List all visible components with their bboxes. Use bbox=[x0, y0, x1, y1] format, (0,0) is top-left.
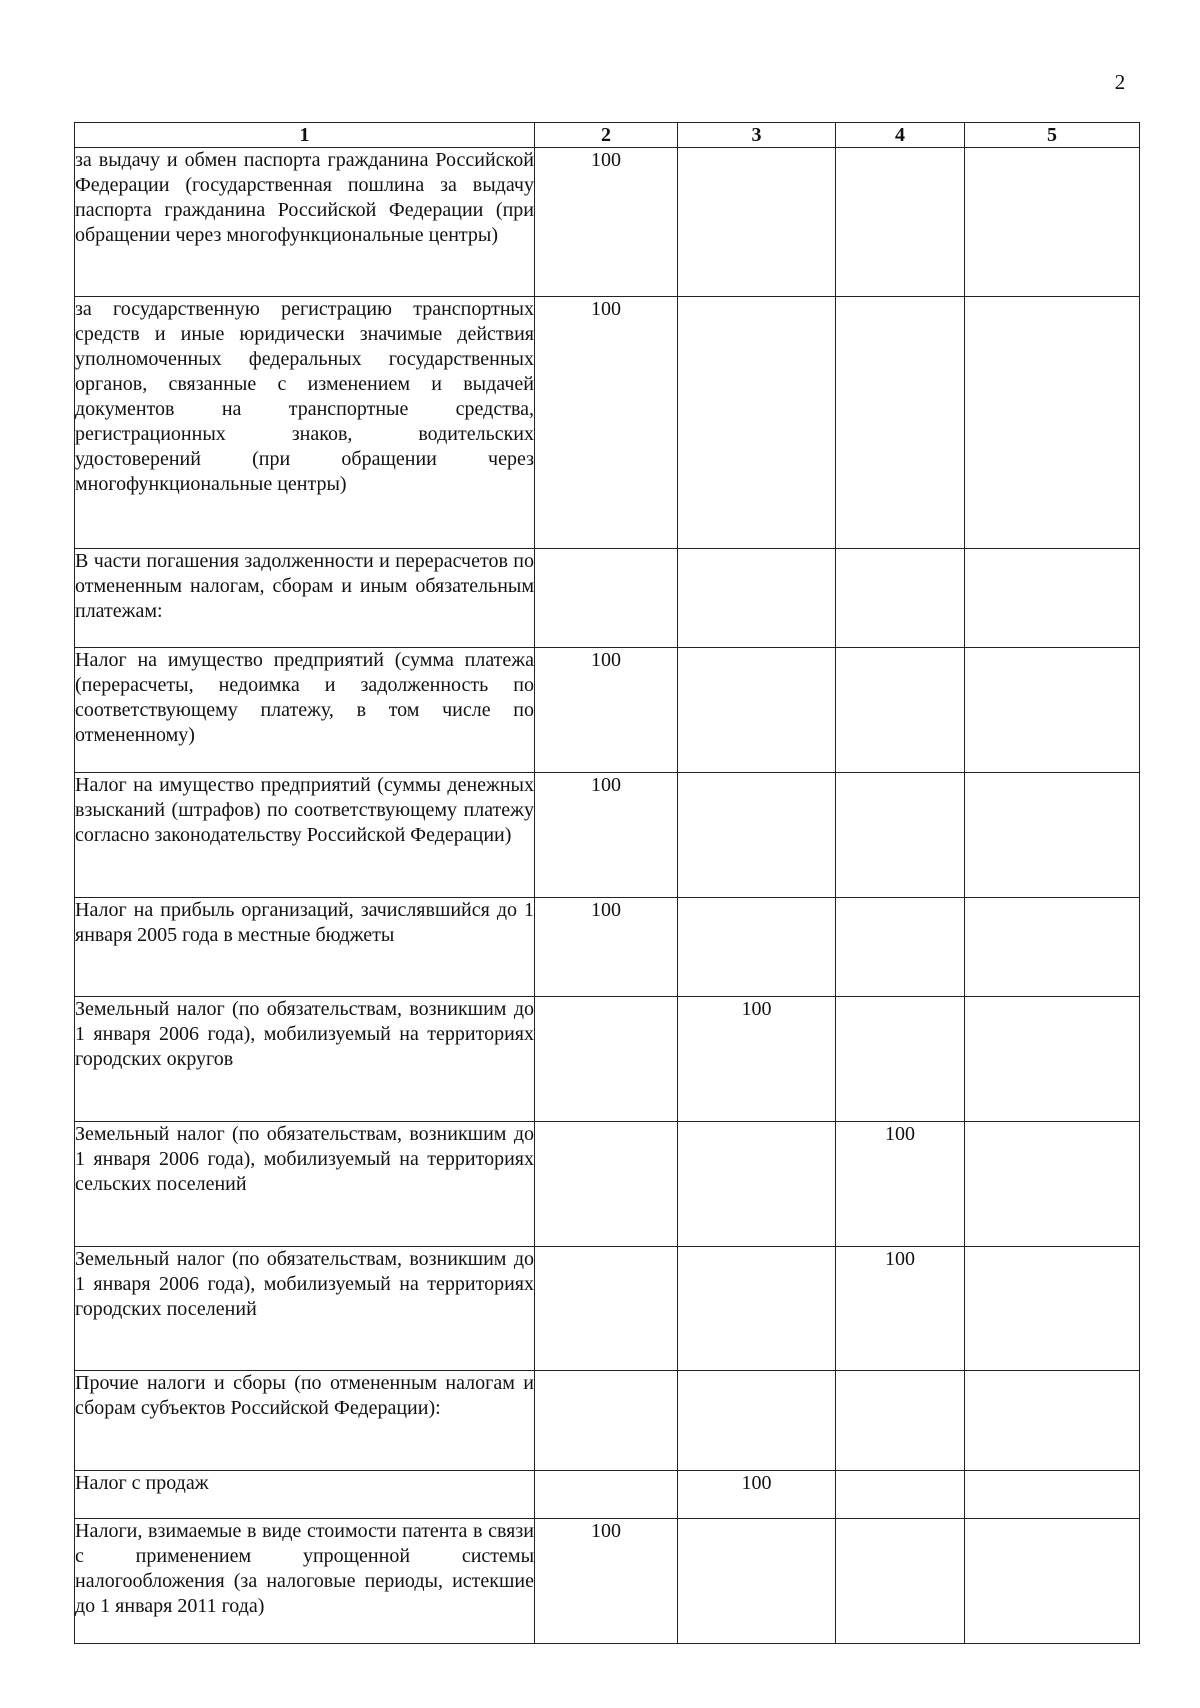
row-value-col5 bbox=[965, 997, 1140, 1122]
column-header-1: 1 bbox=[75, 123, 535, 148]
row-value-col3 bbox=[678, 297, 836, 549]
table-row bbox=[75, 648, 1140, 773]
table-row bbox=[75, 148, 1140, 297]
page-number: 2 bbox=[1114, 70, 1126, 94]
row-value-col4 bbox=[836, 648, 965, 773]
row-value-col3 bbox=[678, 773, 836, 898]
table-row bbox=[75, 1371, 1140, 1471]
row-value-col4 bbox=[836, 1371, 965, 1471]
table-row bbox=[75, 297, 1140, 549]
distribution-table bbox=[74, 122, 1140, 1644]
row-value-col2: 100 bbox=[535, 648, 678, 773]
row-description: Земельный налог (по обязательствам, возникшим до 1 января 2006 года), мобилизуемый на территориях городских округов bbox=[75, 997, 535, 1122]
row-value-col2 bbox=[535, 1371, 678, 1471]
table-row bbox=[75, 1519, 1140, 1644]
column-header-3: 3 bbox=[678, 123, 836, 148]
row-value-col3 bbox=[678, 1371, 836, 1471]
row-value-col5 bbox=[965, 549, 1140, 648]
row-value-col2: 100 bbox=[535, 773, 678, 898]
row-value-col4 bbox=[836, 297, 965, 549]
row-value-col2: 100 bbox=[535, 898, 678, 997]
row-description: Налог на имущество предприятий (суммы денежных взысканий (штрафов) по соответствующему платежу согласно законодательству Российской Федерации) bbox=[75, 773, 535, 898]
row-value-col4 bbox=[836, 1471, 965, 1519]
row-value-col3 bbox=[678, 898, 836, 997]
row-value-col5 bbox=[965, 297, 1140, 549]
row-description: за государственную регистрацию транспортных средств и иные юридически значимые действия уполномоченных федеральных государственных органов, связанные с изменением и выдачей документов на транспортные средства, регистрационных знаков, водительских удостоверений (при обращении через многофункциональные центры) bbox=[75, 297, 535, 549]
row-value-col5 bbox=[965, 898, 1140, 997]
row-value-col2: 100 bbox=[535, 1519, 678, 1644]
row-value-col5 bbox=[965, 1371, 1140, 1471]
table-row bbox=[75, 1122, 1140, 1247]
row-value-col4 bbox=[836, 898, 965, 997]
row-description: Прочие налоги и сборы (по отмененным налогам и сборам субъектов Российской Федерации): bbox=[75, 1371, 535, 1471]
row-value-col4 bbox=[836, 997, 965, 1122]
row-value-col2 bbox=[535, 997, 678, 1122]
row-value-col5 bbox=[965, 773, 1140, 898]
row-value-col5 bbox=[965, 1519, 1140, 1644]
row-value-col5 bbox=[965, 648, 1140, 773]
row-value-col2 bbox=[535, 549, 678, 648]
row-value-col4: 100 bbox=[836, 1122, 965, 1247]
row-value-col3: 100 bbox=[678, 997, 836, 1122]
table-row bbox=[75, 1471, 1140, 1519]
row-description: за выдачу и обмен паспорта гражданина Российской Федерации (государственная пошлина за выдачу паспорта гражданина Российской Федерации (при обращении через многофункциональные центры) bbox=[75, 148, 535, 297]
table-row bbox=[75, 773, 1140, 898]
row-description: Налог с продаж bbox=[75, 1471, 535, 1519]
row-description: В части погашения задолженности и перерасчетов по отмененным налогам, сборам и иным обязательным платежам: bbox=[75, 549, 535, 648]
row-value-col4 bbox=[836, 148, 965, 297]
table-row bbox=[75, 997, 1140, 1122]
table-row bbox=[75, 1247, 1140, 1371]
row-value-col2: 100 bbox=[535, 297, 678, 549]
row-value-col3 bbox=[678, 1122, 836, 1247]
row-value-col2: 100 bbox=[535, 148, 678, 297]
row-description: Налоги, взимаемые в виде стоимости патента в связи с применением упрощенной системы налогообложения (за налоговые периоды, истекшие до 1 января 2011 года) bbox=[75, 1519, 535, 1644]
row-value-col4 bbox=[836, 1519, 965, 1644]
column-header-2: 2 bbox=[535, 123, 678, 148]
row-value-col4 bbox=[836, 549, 965, 648]
row-value-col5 bbox=[965, 1471, 1140, 1519]
row-value-col3 bbox=[678, 1519, 836, 1644]
column-header-4: 4 bbox=[836, 123, 965, 148]
row-description: Налог на имущество предприятий (сумма платежа (перерасчеты, недоимка и задолженность по соответствующему платежу, в том числе по отмененному) bbox=[75, 648, 535, 773]
row-description: Налог на прибыль организаций, зачислявшийся до 1 января 2005 года в местные бюджеты bbox=[75, 898, 535, 997]
row-description: Земельный налог (по обязательствам, возникшим до 1 января 2006 года), мобилизуемый на территориях сельских поселений bbox=[75, 1122, 535, 1247]
table-row bbox=[75, 549, 1140, 648]
row-value-col2 bbox=[535, 1471, 678, 1519]
row-value-col5 bbox=[965, 1247, 1140, 1371]
table-header-row bbox=[75, 123, 1140, 148]
column-header-5: 5 bbox=[965, 123, 1140, 148]
row-value-col4 bbox=[836, 773, 965, 898]
row-value-col3 bbox=[678, 148, 836, 297]
row-value-col3 bbox=[678, 549, 836, 648]
row-value-col4: 100 bbox=[836, 1247, 965, 1371]
row-value-col3 bbox=[678, 648, 836, 773]
row-value-col2 bbox=[535, 1247, 678, 1371]
row-value-col5 bbox=[965, 1122, 1140, 1247]
row-description: Земельный налог (по обязательствам, возникшим до 1 января 2006 года), мобилизуемый на территориях городских поселений bbox=[75, 1247, 535, 1371]
row-value-col3 bbox=[678, 1247, 836, 1371]
row-value-col3: 100 bbox=[678, 1471, 836, 1519]
row-value-col2 bbox=[535, 1122, 678, 1247]
row-value-col5 bbox=[965, 148, 1140, 297]
table-row bbox=[75, 898, 1140, 997]
